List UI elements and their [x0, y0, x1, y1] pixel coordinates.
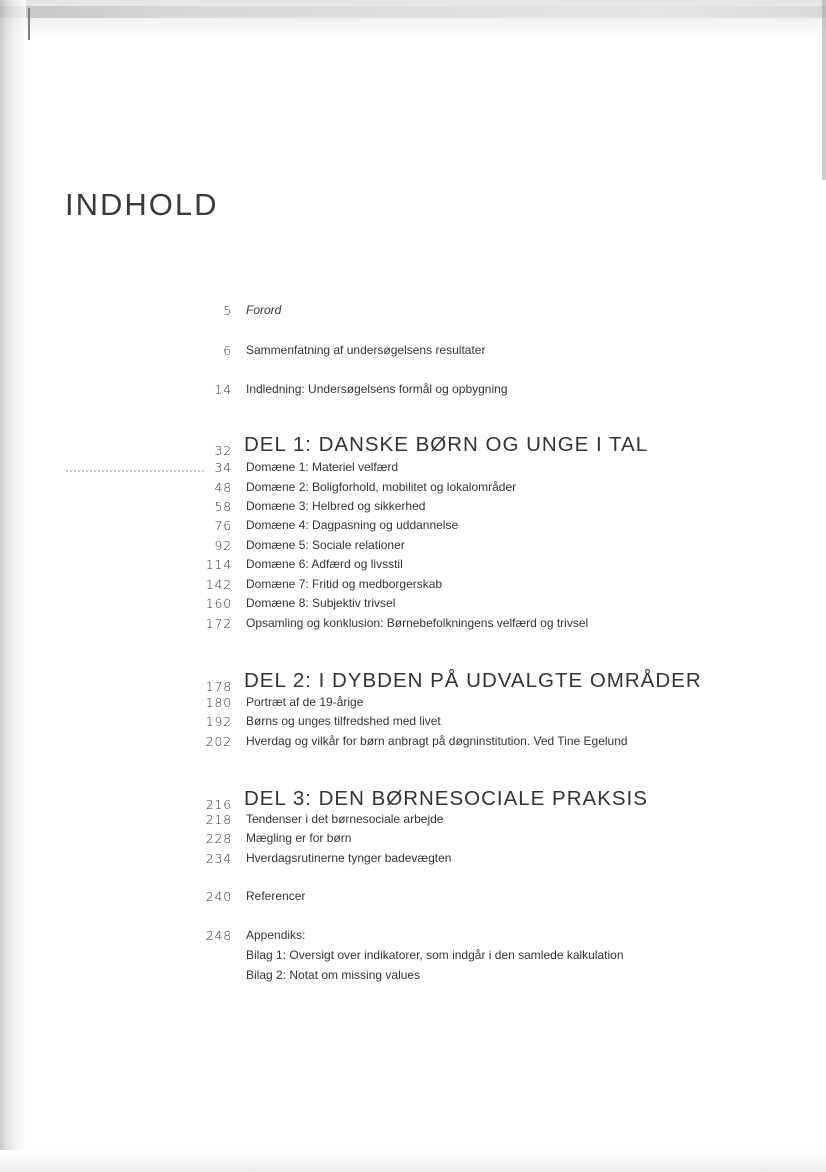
- toc-page-number: 180: [205, 695, 232, 710]
- toc-entry: [0, 734, 826, 754]
- toc-page-number: 92: [214, 538, 232, 553]
- toc-entry: [0, 928, 826, 948]
- toc-entry: [0, 343, 826, 363]
- toc-entry-title: Domæne 8: Subjektiv trivsel: [246, 596, 396, 610]
- toc-entry-title: Referencer: [246, 889, 306, 903]
- toc-section-title: DEL 2: I DYBDEN PÅ UDVALGTE OMRÅDER: [244, 669, 702, 692]
- toc-entry-title: Portræt af de 19-årige: [246, 695, 364, 709]
- toc-entry: [0, 518, 826, 538]
- scan-edge-right: [822, 0, 826, 180]
- toc-entry-title: Sammenfatning af undersøgelsens resultater: [246, 343, 486, 357]
- toc-entry-title: Bilag 1: Oversigt over indikatorer, som indgår i den samlede kalkulation: [246, 948, 624, 962]
- page-title: INDHOLD: [65, 186, 219, 222]
- toc-entry: [0, 968, 826, 988]
- toc-entry-title: Appendiks:: [246, 928, 306, 942]
- toc-page-number: 142: [205, 577, 232, 592]
- toc-entry-title: Hverdag og vilkår for børn anbragt på døgninstitution. Ved Tine Egelund: [246, 734, 628, 748]
- toc-entry-title: Domæne 5: Sociale relationer: [246, 538, 405, 552]
- toc-entry-title: Tendenser i det børnesociale arbejde: [246, 812, 444, 826]
- toc-page-number: 5: [223, 303, 232, 318]
- scan-edge-bottom: [0, 1150, 826, 1172]
- toc-page-number: 202: [205, 734, 232, 749]
- toc-entry: [0, 948, 826, 968]
- toc-page-number: 192: [205, 714, 232, 729]
- toc-entry: [0, 499, 826, 519]
- scan-mark: [28, 8, 30, 40]
- toc-page-number: 114: [205, 557, 232, 572]
- toc-entry: [0, 538, 826, 558]
- toc-page-number: 58: [214, 499, 232, 514]
- toc-page-number: 178: [205, 679, 232, 694]
- toc-entry-title: Domæne 1: Materiel velfærd: [246, 460, 399, 474]
- toc-entry-title: Domæne 7: Fritid og medborgerskab: [246, 577, 443, 591]
- toc-entry-title: Domæne 2: Boligforhold, mobilitet og lokalområder: [246, 480, 517, 494]
- toc-section-heading: [0, 787, 826, 813]
- toc-section-heading: [0, 669, 826, 695]
- toc-section-title: DEL 1: DANSKE BØRN OG UNGE I TAL: [244, 433, 649, 456]
- toc-entry: [0, 695, 826, 715]
- toc-entry: [0, 382, 826, 402]
- toc-entry-title: Domæne 4: Dagpasning og uddannelse: [246, 518, 459, 532]
- toc-page-number: 48: [214, 480, 232, 495]
- toc-page-number: 172: [205, 616, 232, 631]
- toc-entry-title: Børns og unges tilfredshed med livet: [246, 714, 441, 728]
- toc-entry-title: Hverdagsrutinerne tynger badevægten: [246, 851, 452, 865]
- toc-entry-title: Mægling er for børn: [246, 831, 352, 845]
- toc-page-number: 228: [205, 831, 232, 846]
- toc-entry: [0, 460, 826, 480]
- toc-page-number: 76: [214, 518, 232, 533]
- toc-page-number: 32: [214, 443, 232, 458]
- toc-entry: [0, 596, 826, 616]
- toc-page-number: 160: [205, 596, 232, 611]
- toc-entry: [0, 889, 826, 909]
- toc-entry: [0, 557, 826, 577]
- toc-entry: [0, 714, 826, 734]
- toc-page-number: 248: [205, 928, 232, 943]
- toc-entry: [0, 831, 826, 851]
- toc-page-number: 240: [205, 889, 232, 904]
- toc-entry: [0, 812, 826, 832]
- toc-entry: [0, 577, 826, 597]
- toc-page-number: 234: [205, 851, 232, 866]
- toc-entry: [0, 480, 826, 500]
- toc-entry: [0, 303, 826, 323]
- toc-entry-title: Domæne 3: Helbred og sikkerhed: [246, 499, 426, 513]
- toc-page-number: 218: [205, 812, 232, 827]
- toc-entry-title: Domæne 6: Adfærd og livsstil: [246, 557, 403, 571]
- toc-entry-title: Bilag 2: Notat om missing values: [246, 968, 421, 982]
- toc-entry: [0, 851, 826, 871]
- toc-entry-title: Opsamling og konklusion: Børnebefolkningens velfærd og trivsel: [246, 616, 589, 630]
- scan-edge-top-bar: [0, 6, 826, 18]
- toc-page-number: 6: [223, 343, 232, 358]
- toc-page-number: 34: [214, 460, 232, 475]
- toc-entry-title: Indledning: Undersøgelsens formål og opbygning: [246, 382, 508, 396]
- toc-section-title: DEL 3: DEN BØRNESOCIALE PRAKSIS: [244, 787, 648, 810]
- toc-section-heading: [0, 433, 826, 459]
- toc-entry-title: Forord: [246, 303, 282, 317]
- toc-page-number: 216: [205, 797, 232, 812]
- toc-entry: [0, 616, 826, 636]
- toc-page-number: 14: [214, 382, 232, 397]
